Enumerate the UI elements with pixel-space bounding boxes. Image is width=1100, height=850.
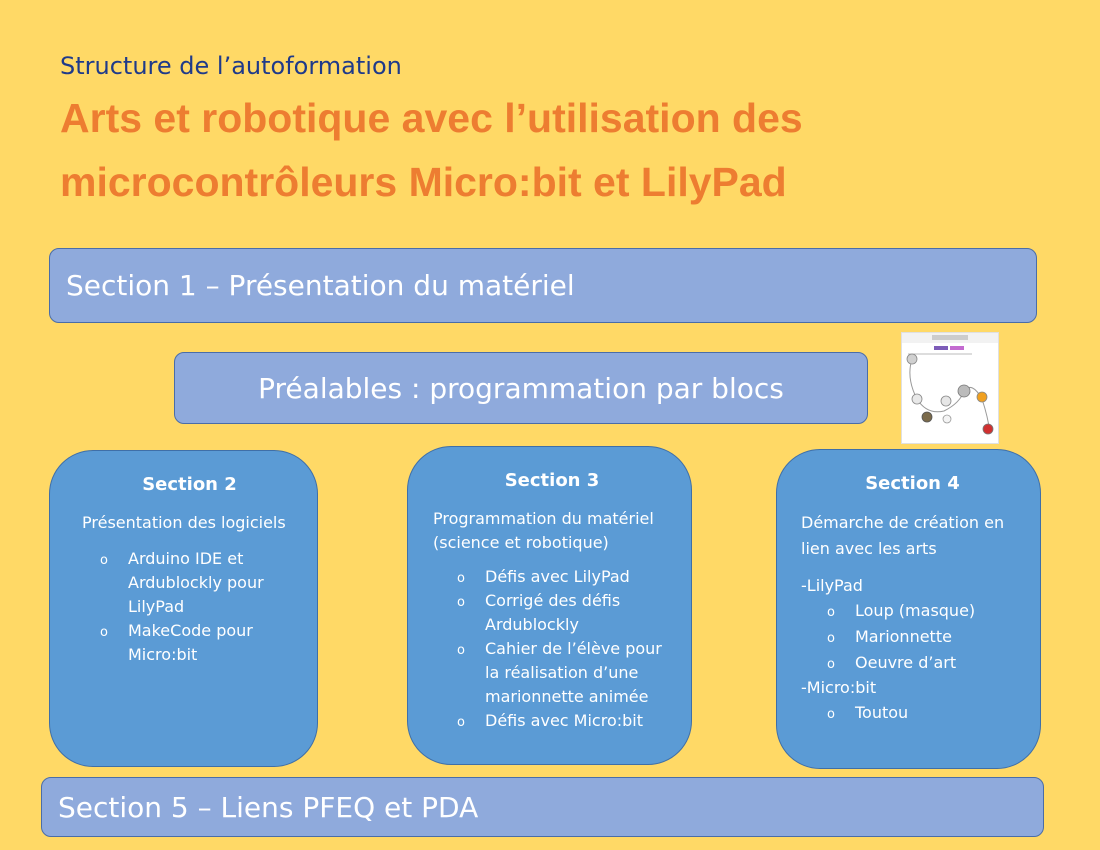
section-2-item: o Arduino IDE et Ardublockly pour LilyPad	[100, 547, 297, 619]
mindmap-thumbnail-graphic	[902, 333, 998, 443]
page-title	[60, 86, 1060, 214]
section-1-bar	[49, 248, 1037, 323]
section-4-item: o Oeuvre d’art	[827, 650, 1024, 676]
section-4-item: o Marionnette	[827, 624, 1024, 650]
section-4-group-label: -LilyPad	[801, 576, 863, 595]
section-3-list	[457, 565, 671, 733]
section-3-item: o Défis avec Micro:bit	[457, 709, 671, 733]
section-2-list	[100, 547, 297, 667]
section-2-title: Section 2	[142, 474, 237, 495]
section-4-group-label: -Micro:bit	[801, 678, 877, 697]
section-4-title: Section 4	[865, 473, 960, 494]
section-4-item: o Toutou	[827, 700, 1024, 726]
section-3-box	[407, 446, 692, 765]
section-4-intro: Démarche de création en lien avec les arts	[801, 513, 1005, 558]
section-4-group-microbit	[801, 676, 1024, 726]
section-3-title: Section 3	[504, 470, 600, 491]
prerequisites-label: Préalables : programmation par blocs	[258, 371, 784, 405]
section-1-label: Section 1 – Présentation du matériel	[66, 269, 575, 302]
title-line-1: Arts et robotique avec l’utilisation des	[60, 95, 803, 141]
section-2-item: o MakeCode pour Micro:bit	[100, 619, 297, 667]
title-line-2: microcontrôleurs Micro:bit et LilyPad	[60, 159, 787, 205]
section-3-intro: Programmation du matériel (science et robotique)	[433, 509, 654, 552]
section-4-group-lilypad	[801, 574, 1024, 676]
section-3-item: o Défis avec LilyPad	[457, 565, 671, 589]
section-4-list	[827, 700, 1024, 726]
section-3-item: o Corrigé des défis Ardublockly	[457, 589, 671, 637]
section-2-box	[49, 450, 318, 767]
section-3-item: o Cahier de l’élève pour la réalisation d’une marionnette animée	[457, 637, 671, 709]
page-subtitle: Structure de l’autoformation	[60, 52, 402, 80]
prerequisites-bar	[174, 352, 868, 424]
section-5-label: Section 5 – Liens PFEQ et PDA	[58, 790, 479, 824]
section-5-bar	[41, 777, 1044, 837]
mindmap-thumbnail-image	[901, 332, 999, 444]
section-4-item: o Loup (masque)	[827, 598, 1024, 624]
section-4-box	[776, 449, 1041, 769]
section-4-list	[827, 598, 1024, 676]
section-2-intro: Présentation des logiciels	[82, 513, 286, 532]
